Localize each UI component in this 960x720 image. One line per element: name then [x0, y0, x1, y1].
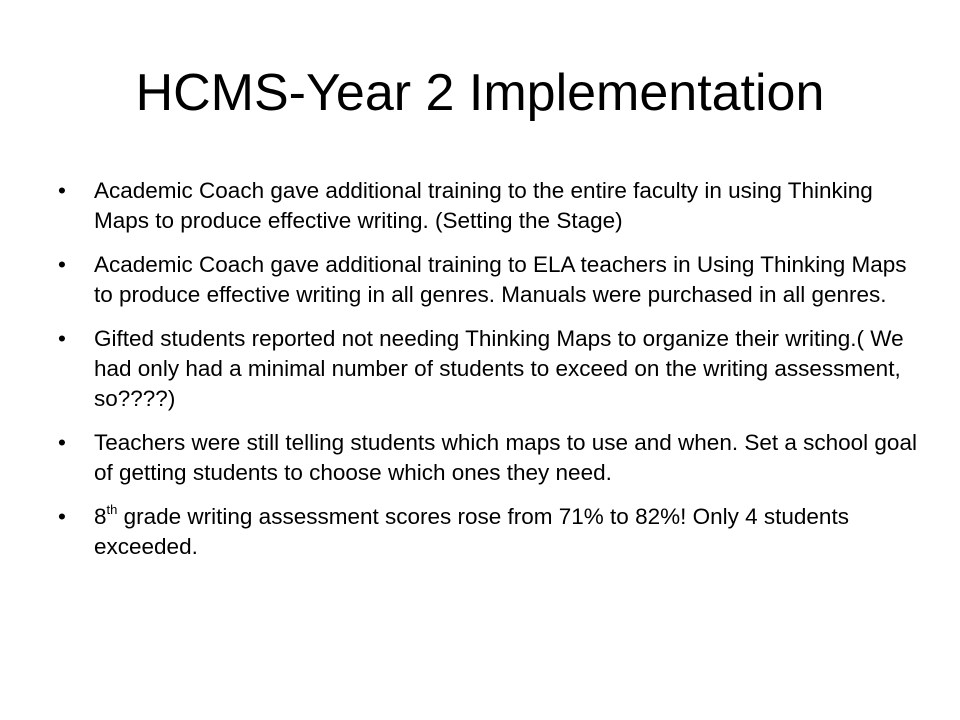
grade-number: 8 [94, 504, 107, 529]
bullet-text: Teachers were still telling students which maps to use and when. Set a school goal of getting students to choose which ones they need. [94, 430, 917, 485]
bullet-item [58, 324, 918, 414]
bullet-icon: • [58, 430, 66, 455]
bullet-icon: • [58, 252, 66, 277]
slide-title: HCMS-Year 2 Implementation [135, 64, 825, 122]
bullet-item [58, 502, 918, 562]
grade-ordinal-suffix: th [106, 501, 118, 517]
bullet-icon: • [58, 504, 66, 529]
bullet-item [58, 176, 918, 236]
bullet-item [58, 428, 918, 488]
grade-sentence: grade writing assessment scores rose from 71% to 82%! Only 4 students exceeded. [94, 504, 849, 559]
bullet-item [58, 250, 918, 310]
bullet-list [58, 176, 918, 576]
bullet-icon: • [58, 178, 66, 203]
bullet-icon: • [58, 326, 66, 351]
bullet-text: Academic Coach gave additional training to ELA teachers in Using Thinking Maps to produce effective writing in all genres. Manuals were purchased in all genres. [94, 252, 907, 307]
bullet-text: Gifted students reported not needing Thinking Maps to organize their writing.( We had only had a minimal number of students to exceed on the writing assessment, so????) [94, 326, 904, 411]
bullet-text: Academic Coach gave additional training to the entire faculty in using Thinking Maps to produce effective writing. (Setting the Stage) [94, 178, 873, 233]
bullet-text-grade [94, 501, 849, 559]
